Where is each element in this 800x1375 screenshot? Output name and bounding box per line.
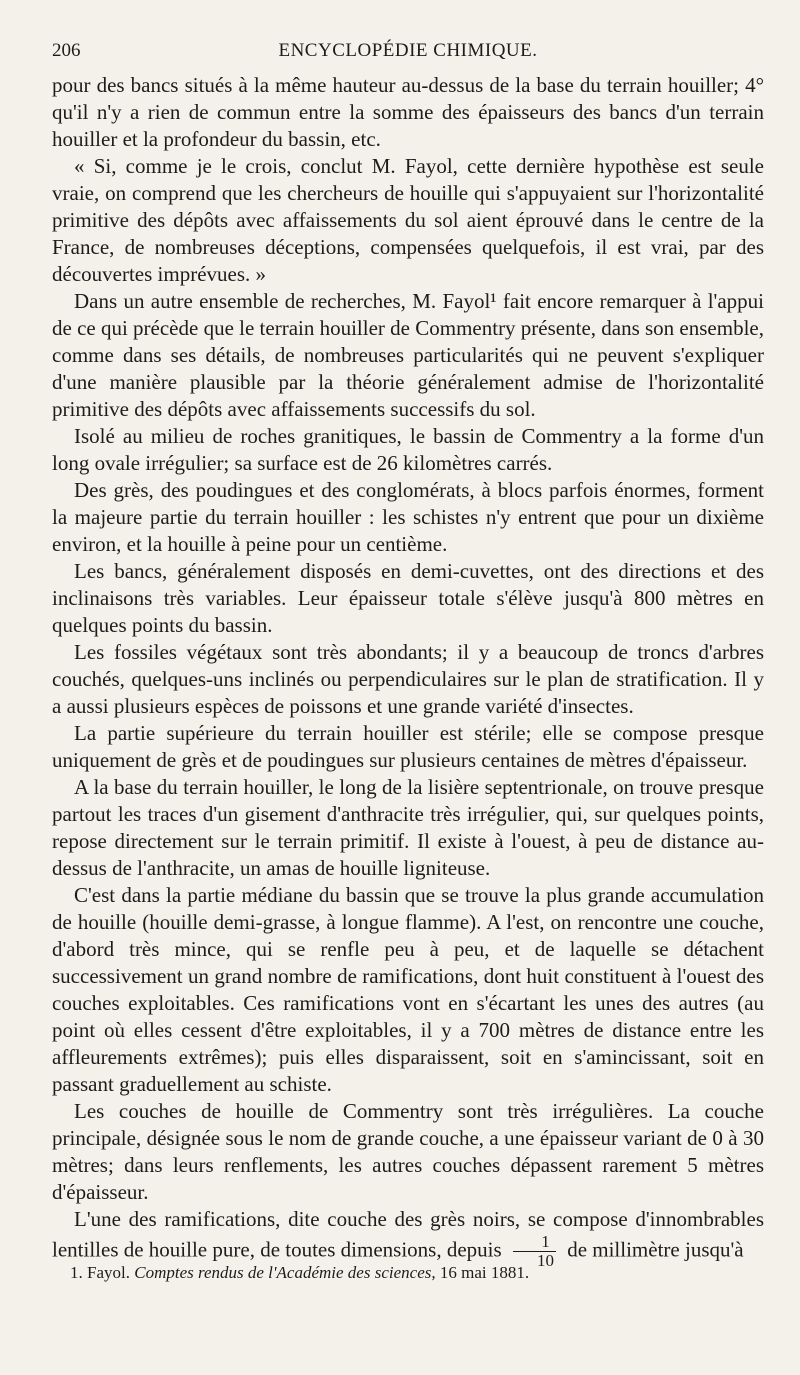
paragraph: La partie supérieure du terrain houiller est stérile; elle se compose presque uniquement de grès et de poudingues sur plusieurs centaines de mètres d'épaisseur. [52, 721, 764, 772]
paragraph: Les fossiles végétaux sont très abondants; il y a beaucoup de troncs d'arbres couchés, quelques-uns inclinés ou perpendiculaires sur le plan de stratification. Il y a aussi plusieurs espèces de poissons et une grande variété d'insectes. [52, 640, 764, 718]
body-text [52, 72, 764, 1270]
paragraph-last-text-after: de millimètre jusqu'à [567, 1237, 744, 1262]
paragraph: Dans un autre ensemble de recherches, M. Fayol¹ fait encore remarquer à l'appui de ce qui précède que le terrain houiller de Commentry présente, dans son ensemble, comme dans ses détails, de nombreuses particularités qui ne peuvent s'expliquer d'une manière plausible par la théorie généralement admise de l'horizontalité primitive des dépôts avec affaissements successifs du sol. [52, 289, 764, 421]
paragraph-list [52, 72, 764, 1206]
footnote-title: Comptes rendus de l'Académie des sciences, [134, 1263, 436, 1282]
fraction-denominator: 10 [536, 1251, 554, 1270]
paragraph: C'est dans la partie médiane du bassin que se trouve la plus grande accumulation de houille (houille demi-grasse, à longue flamme). A l'est, on rencontre une couche, d'abord très mince, qui se renfle peu à peu, et de laquelle se détachent successivement un grand nombre de ramifications, dont huit constituent à l'ouest des couches exploitables. Ces ramifications vont en s'écartant les unes des autres (au point où elles cessent d'être exploitables, il y a 700 mètres de distance entre les affleurements extrêmes); puis elles disparaissent, soit en s'amincissant, soit en passant graduellement au schiste. [52, 883, 764, 1096]
running-title: ENCYCLOPÉDIE CHIMIQUE. [278, 40, 538, 61]
footnote-marker: 1. [70, 1263, 83, 1282]
page-number: 206 [52, 40, 81, 61]
paragraph: Des grès, des poudingues et des conglomérats, à blocs parfois énormes, forment la majeure partie du terrain houiller : les schistes n'y entrent que pour un dixième environ, et la houille à peine pour un centième. [52, 478, 764, 556]
paragraph: « Si, comme je le crois, conclut M. Fayol, cette dernière hypothèse est seule vraie, on comprend que les chercheurs de houille qui s'appuyaient sur l'horizontalité primitive des dépôts avec affaissements du sol aient éprouvé dans le centre de la France, de nombreuses déceptions, compensées quelquefois, il est vrai, par des découvertes imprévues. » [52, 154, 764, 286]
footnote [70, 1262, 764, 1284]
paragraph-last-text-before: L'une des ramifications, dite couche des grès noirs, se compose d'innombrables lentilles de houille pure, de toutes dimensions, depuis [52, 1207, 764, 1262]
paragraph: Les couches de houille de Commentry sont très irrégulières. La couche principale, désignée sous le nom de grande couche, a une épaisseur variant de 0 à 30 mètres; dans leurs renflements, les autres couches dépassent rarement 5 mètres d'épaisseur. [52, 1099, 764, 1204]
paragraph: pour des bancs situés à la même hauteur au-dessus de la base du terrain houiller; 4° qu'il n'y a rien de commun entre la somme des épaisseurs des bancs d'un terrain houiller et la profondeur du bassin, etc. [52, 73, 764, 151]
fraction-numerator: 1 [513, 1233, 556, 1252]
paragraph-last [52, 1206, 764, 1270]
paragraph: A la base du terrain houiller, le long de la lisière septentrionale, on trouve presque partout les traces d'un gisement d'anthracite très irrégulier, qui, sur quelques points, repose directement sur le terrain primitif. Il existe à l'ouest, à peu de distance au-dessus de l'anthracite, un amas de houille ligniteuse. [52, 775, 764, 880]
page-header [52, 40, 764, 70]
footnote-author: Fayol. [87, 1263, 130, 1282]
footnote-date: 16 mai 1881. [439, 1263, 530, 1282]
paragraph: Les bancs, généralement disposés en demi-cuvettes, ont des directions et des inclinaisons très variables. Leur épaisseur totale s'élève jusqu'à 800 mètres en quelques points du bassin. [52, 559, 764, 637]
paragraph: Isolé au milieu de roches granitiques, le bassin de Commentry a la forme d'un long ovale irrégulier; sa surface est de 26 kilomètres carrés. [52, 424, 764, 475]
